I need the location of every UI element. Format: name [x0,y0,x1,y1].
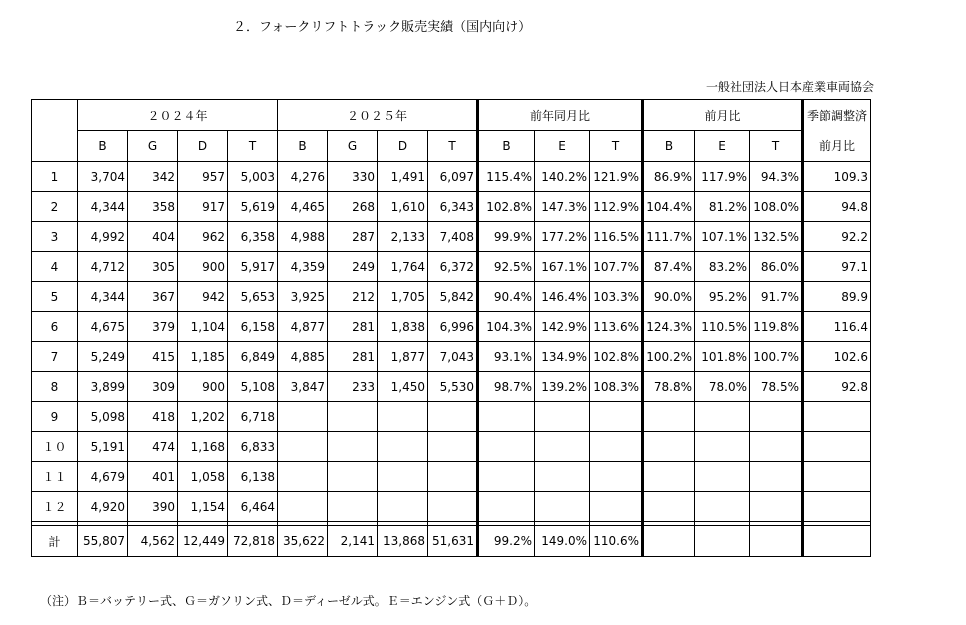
cell-yoy [478,462,535,492]
cell-2025: 5,530 [428,372,478,402]
cell-yoy: 98.7% [478,372,535,402]
cell-2024: 55,807 [78,526,128,557]
cell-2024: 342 [128,162,178,192]
row-label: 9 [32,402,78,432]
cell-mom: 81.2% [695,192,750,222]
cell-2025: 4,877 [278,312,328,342]
table-row [32,342,871,372]
cell-2024: 4,679 [78,462,128,492]
total-row [32,526,871,557]
col-header: G [128,131,178,162]
cell-mom: 111.7% [643,222,695,252]
cell-mom: 117.9% [695,162,750,192]
cell-2024: 12,449 [178,526,228,557]
col-header: T [428,131,478,162]
cell-mom: 78.5% [750,372,803,402]
cell-mom [643,432,695,462]
header-row-types [32,131,871,162]
cell-mom: 87.4% [643,252,695,282]
cell-seasonal: 92.2 [803,222,871,252]
cell-2024: 1,185 [178,342,228,372]
table-row [32,312,871,342]
cell-2024: 962 [178,222,228,252]
cell-2024: 5,191 [78,432,128,462]
cell-mom: 104.4% [643,192,695,222]
cell-2025: 281 [328,342,378,372]
header-seasonal-bottom: 前月比 [803,131,871,162]
header-year-2024: ２０２４年 [78,100,278,131]
cell-yoy: 121.9% [590,162,643,192]
cell-2025: 6,097 [428,162,478,192]
cell-mom [750,432,803,462]
cell-yoy: 112.9% [590,192,643,222]
cell-2025: 1,838 [378,312,428,342]
cell-2024: 5,619 [228,192,278,222]
cell-mom: 107.1% [695,222,750,252]
cell-yoy: 149.0% [535,526,590,557]
row-label: １２ [32,492,78,522]
cell-2024: 4,562 [128,526,178,557]
col-header: B [643,131,695,162]
cell-yoy: 102.8% [478,192,535,222]
cell-mom [750,492,803,522]
cell-mom: 95.2% [695,282,750,312]
col-header: E [695,131,750,162]
cell-2025: 6,996 [428,312,478,342]
cell-yoy: 103.3% [590,282,643,312]
col-header: B [478,131,535,162]
cell-2024: 5,653 [228,282,278,312]
cell-mom: 78.0% [695,372,750,402]
row-label: 7 [32,342,78,372]
col-header: B [78,131,128,162]
cell-2024: 3,704 [78,162,128,192]
cell-mom: 90.0% [643,282,695,312]
cell-mom: 94.3% [750,162,803,192]
cell-yoy: 90.4% [478,282,535,312]
cell-2025 [428,492,478,522]
cell-yoy: 99.9% [478,222,535,252]
cell-yoy: 140.2% [535,162,590,192]
cell-2025 [328,492,378,522]
cell-mom: 91.7% [750,282,803,312]
row-label: 1 [32,162,78,192]
header-seasonal-top: 季節調整済 [803,100,871,131]
cell-yoy: 134.9% [535,342,590,372]
cell-yoy: 139.2% [535,372,590,402]
cell-mom: 100.2% [643,342,695,372]
row-label: 4 [32,252,78,282]
cell-2025: 7,043 [428,342,478,372]
cell-2024: 367 [128,282,178,312]
cell-2025: 5,842 [428,282,478,312]
cell-2025 [278,492,328,522]
cell-2024: 1,104 [178,312,228,342]
cell-2024: 5,003 [228,162,278,192]
cell-yoy [478,492,535,522]
cell-2024: 6,358 [228,222,278,252]
header-row-years [32,100,871,131]
cell-yoy [590,402,643,432]
cell-2024: 4,344 [78,192,128,222]
cell-2024: 418 [128,402,178,432]
cell-2025: 35,622 [278,526,328,557]
cell-2024: 917 [178,192,228,222]
cell-2024: 404 [128,222,178,252]
cell-2025: 3,925 [278,282,328,312]
cell-2024: 942 [178,282,228,312]
cell-2025: 4,988 [278,222,328,252]
cell-2025: 1,450 [378,372,428,402]
cell-2024: 5,917 [228,252,278,282]
cell-2024: 4,675 [78,312,128,342]
cell-2025: 287 [328,222,378,252]
cell-yoy: 93.1% [478,342,535,372]
cell-yoy: 146.4% [535,282,590,312]
cell-2025: 268 [328,192,378,222]
cell-2025 [428,462,478,492]
cell-2025: 2,133 [378,222,428,252]
cell-mom [695,402,750,432]
cell-2024: 309 [128,372,178,402]
cell-seasonal [803,402,871,432]
cell-2025: 330 [328,162,378,192]
cell-2024: 6,464 [228,492,278,522]
table-row [32,222,871,252]
cell-2024: 474 [128,432,178,462]
cell-seasonal [803,526,871,557]
cell-2025: 281 [328,312,378,342]
source-label: 一般社団法人日本産業車両協会 [705,80,874,94]
cell-yoy: 108.3% [590,372,643,402]
cell-yoy: 102.8% [590,342,643,372]
cell-mom: 110.5% [695,312,750,342]
cell-mom [695,492,750,522]
cell-2025: 1,705 [378,282,428,312]
cell-2025: 1,491 [378,162,428,192]
cell-mom [750,462,803,492]
cell-2024: 957 [178,162,228,192]
cell-yoy: 167.1% [535,252,590,282]
cell-seasonal: 97.1 [803,252,871,282]
cell-2025: 1,764 [378,252,428,282]
page-title: ２．フォークリフトトラック販売実績（国内向け） [233,20,532,35]
cell-yoy [590,462,643,492]
cell-mom: 86.0% [750,252,803,282]
cell-seasonal: 89.9 [803,282,871,312]
cell-seasonal [803,432,871,462]
col-header: B [278,131,328,162]
cell-yoy [535,432,590,462]
cell-yoy: 107.7% [590,252,643,282]
table-row [32,162,871,192]
cell-2025: 51,631 [428,526,478,557]
cell-2025: 249 [328,252,378,282]
cell-mom [750,402,803,432]
cell-2025: 233 [328,372,378,402]
cell-2024: 401 [128,462,178,492]
table-row [32,282,871,312]
table-row [32,402,871,432]
cell-yoy [478,432,535,462]
cell-seasonal [803,492,871,522]
cell-mom: 83.2% [695,252,750,282]
col-header: D [178,131,228,162]
col-header: T [590,131,643,162]
cell-2024: 72,818 [228,526,278,557]
cell-seasonal: 94.8 [803,192,871,222]
cell-2024: 4,344 [78,282,128,312]
footnote: （注）Ｂ＝バッテリー式、Ｇ＝ガソリン式、Ｄ＝ディーゼル式。Ｅ＝エンジン式（Ｇ＋Ｄ）。 [40,594,537,608]
cell-2025: 1,877 [378,342,428,372]
header-month-blank [32,100,78,162]
cell-mom: 78.8% [643,372,695,402]
cell-yoy: 110.6% [590,526,643,557]
table-row [32,432,871,462]
cell-2024: 6,833 [228,432,278,462]
row-label: 8 [32,372,78,402]
col-header: E [535,131,590,162]
header-year-2025: ２０２５年 [278,100,478,131]
cell-2025: 6,372 [428,252,478,282]
cell-seasonal: 116.4 [803,312,871,342]
table-row [32,192,871,222]
cell-2025 [278,402,328,432]
cell-2025 [328,462,378,492]
header-yoy: 前年同月比 [478,100,643,131]
cell-2024: 390 [128,492,178,522]
row-label: 3 [32,222,78,252]
cell-yoy [478,402,535,432]
cell-2024: 4,992 [78,222,128,252]
cell-2025 [378,402,428,432]
cell-2024: 305 [128,252,178,282]
cell-yoy [590,432,643,462]
cell-2024: 900 [178,252,228,282]
cell-2024: 1,058 [178,462,228,492]
cell-mom [750,526,803,557]
cell-2024: 3,899 [78,372,128,402]
cell-2025 [328,432,378,462]
cell-2024: 5,108 [228,372,278,402]
cell-seasonal: 102.6 [803,342,871,372]
cell-yoy [535,462,590,492]
cell-2025: 4,276 [278,162,328,192]
cell-mom: 108.0% [750,192,803,222]
table-row [32,372,871,402]
cell-yoy [535,402,590,432]
table-row [32,462,871,492]
cell-seasonal: 109.3 [803,162,871,192]
cell-2024: 6,849 [228,342,278,372]
cell-2025: 6,343 [428,192,478,222]
col-header: T [228,131,278,162]
cell-yoy [535,492,590,522]
cell-2025 [278,462,328,492]
col-header: D [378,131,428,162]
col-header: T [750,131,803,162]
cell-yoy: 115.4% [478,162,535,192]
cell-yoy: 116.5% [590,222,643,252]
cell-yoy: 113.6% [590,312,643,342]
row-label: 2 [32,192,78,222]
cell-mom: 132.5% [750,222,803,252]
cell-2025 [428,432,478,462]
cell-yoy: 142.9% [535,312,590,342]
cell-mom: 100.7% [750,342,803,372]
row-label: 5 [32,282,78,312]
cell-2024: 4,712 [78,252,128,282]
cell-2025: 1,610 [378,192,428,222]
cell-yoy: 92.5% [478,252,535,282]
cell-2025: 4,465 [278,192,328,222]
cell-yoy: 177.2% [535,222,590,252]
cell-mom [643,402,695,432]
cell-mom: 124.3% [643,312,695,342]
cell-2024: 1,154 [178,492,228,522]
cell-yoy [590,492,643,522]
cell-2025: 3,847 [278,372,328,402]
cell-2024: 4,920 [78,492,128,522]
cell-2025: 7,408 [428,222,478,252]
header-mom: 前月比 [643,100,803,131]
row-label: １１ [32,462,78,492]
row-label: １０ [32,432,78,462]
cell-2025: 4,359 [278,252,328,282]
cell-2025 [378,492,428,522]
cell-2025: 2,141 [328,526,378,557]
cell-seasonal [803,462,871,492]
cell-mom [695,432,750,462]
table-row [32,252,871,282]
cell-2025: 212 [328,282,378,312]
cell-2025 [428,402,478,432]
cell-2025: 4,885 [278,342,328,372]
cell-2024: 900 [178,372,228,402]
cell-2025: 13,868 [378,526,428,557]
cell-mom: 86.9% [643,162,695,192]
cell-mom [643,492,695,522]
cell-2025 [278,432,328,462]
cell-yoy: 147.3% [535,192,590,222]
table-row [32,492,871,522]
col-header: G [328,131,378,162]
row-label: 計 [32,526,78,557]
row-label: 6 [32,312,78,342]
cell-2024: 379 [128,312,178,342]
cell-2024: 415 [128,342,178,372]
cell-2024: 5,098 [78,402,128,432]
cell-mom [695,462,750,492]
cell-mom [695,526,750,557]
sales-table [31,99,871,557]
cell-yoy: 104.3% [478,312,535,342]
cell-2024: 5,249 [78,342,128,372]
cell-2024: 6,718 [228,402,278,432]
cell-2025 [378,432,428,462]
cell-seasonal: 92.8 [803,372,871,402]
cell-mom [643,462,695,492]
cell-2024: 6,138 [228,462,278,492]
cell-2024: 358 [128,192,178,222]
cell-mom: 119.8% [750,312,803,342]
cell-mom [643,526,695,557]
cell-2025 [328,402,378,432]
cell-2024: 6,158 [228,312,278,342]
cell-mom: 101.8% [695,342,750,372]
cell-2024: 1,168 [178,432,228,462]
cell-2024: 1,202 [178,402,228,432]
cell-2025 [378,462,428,492]
cell-yoy: 99.2% [478,526,535,557]
